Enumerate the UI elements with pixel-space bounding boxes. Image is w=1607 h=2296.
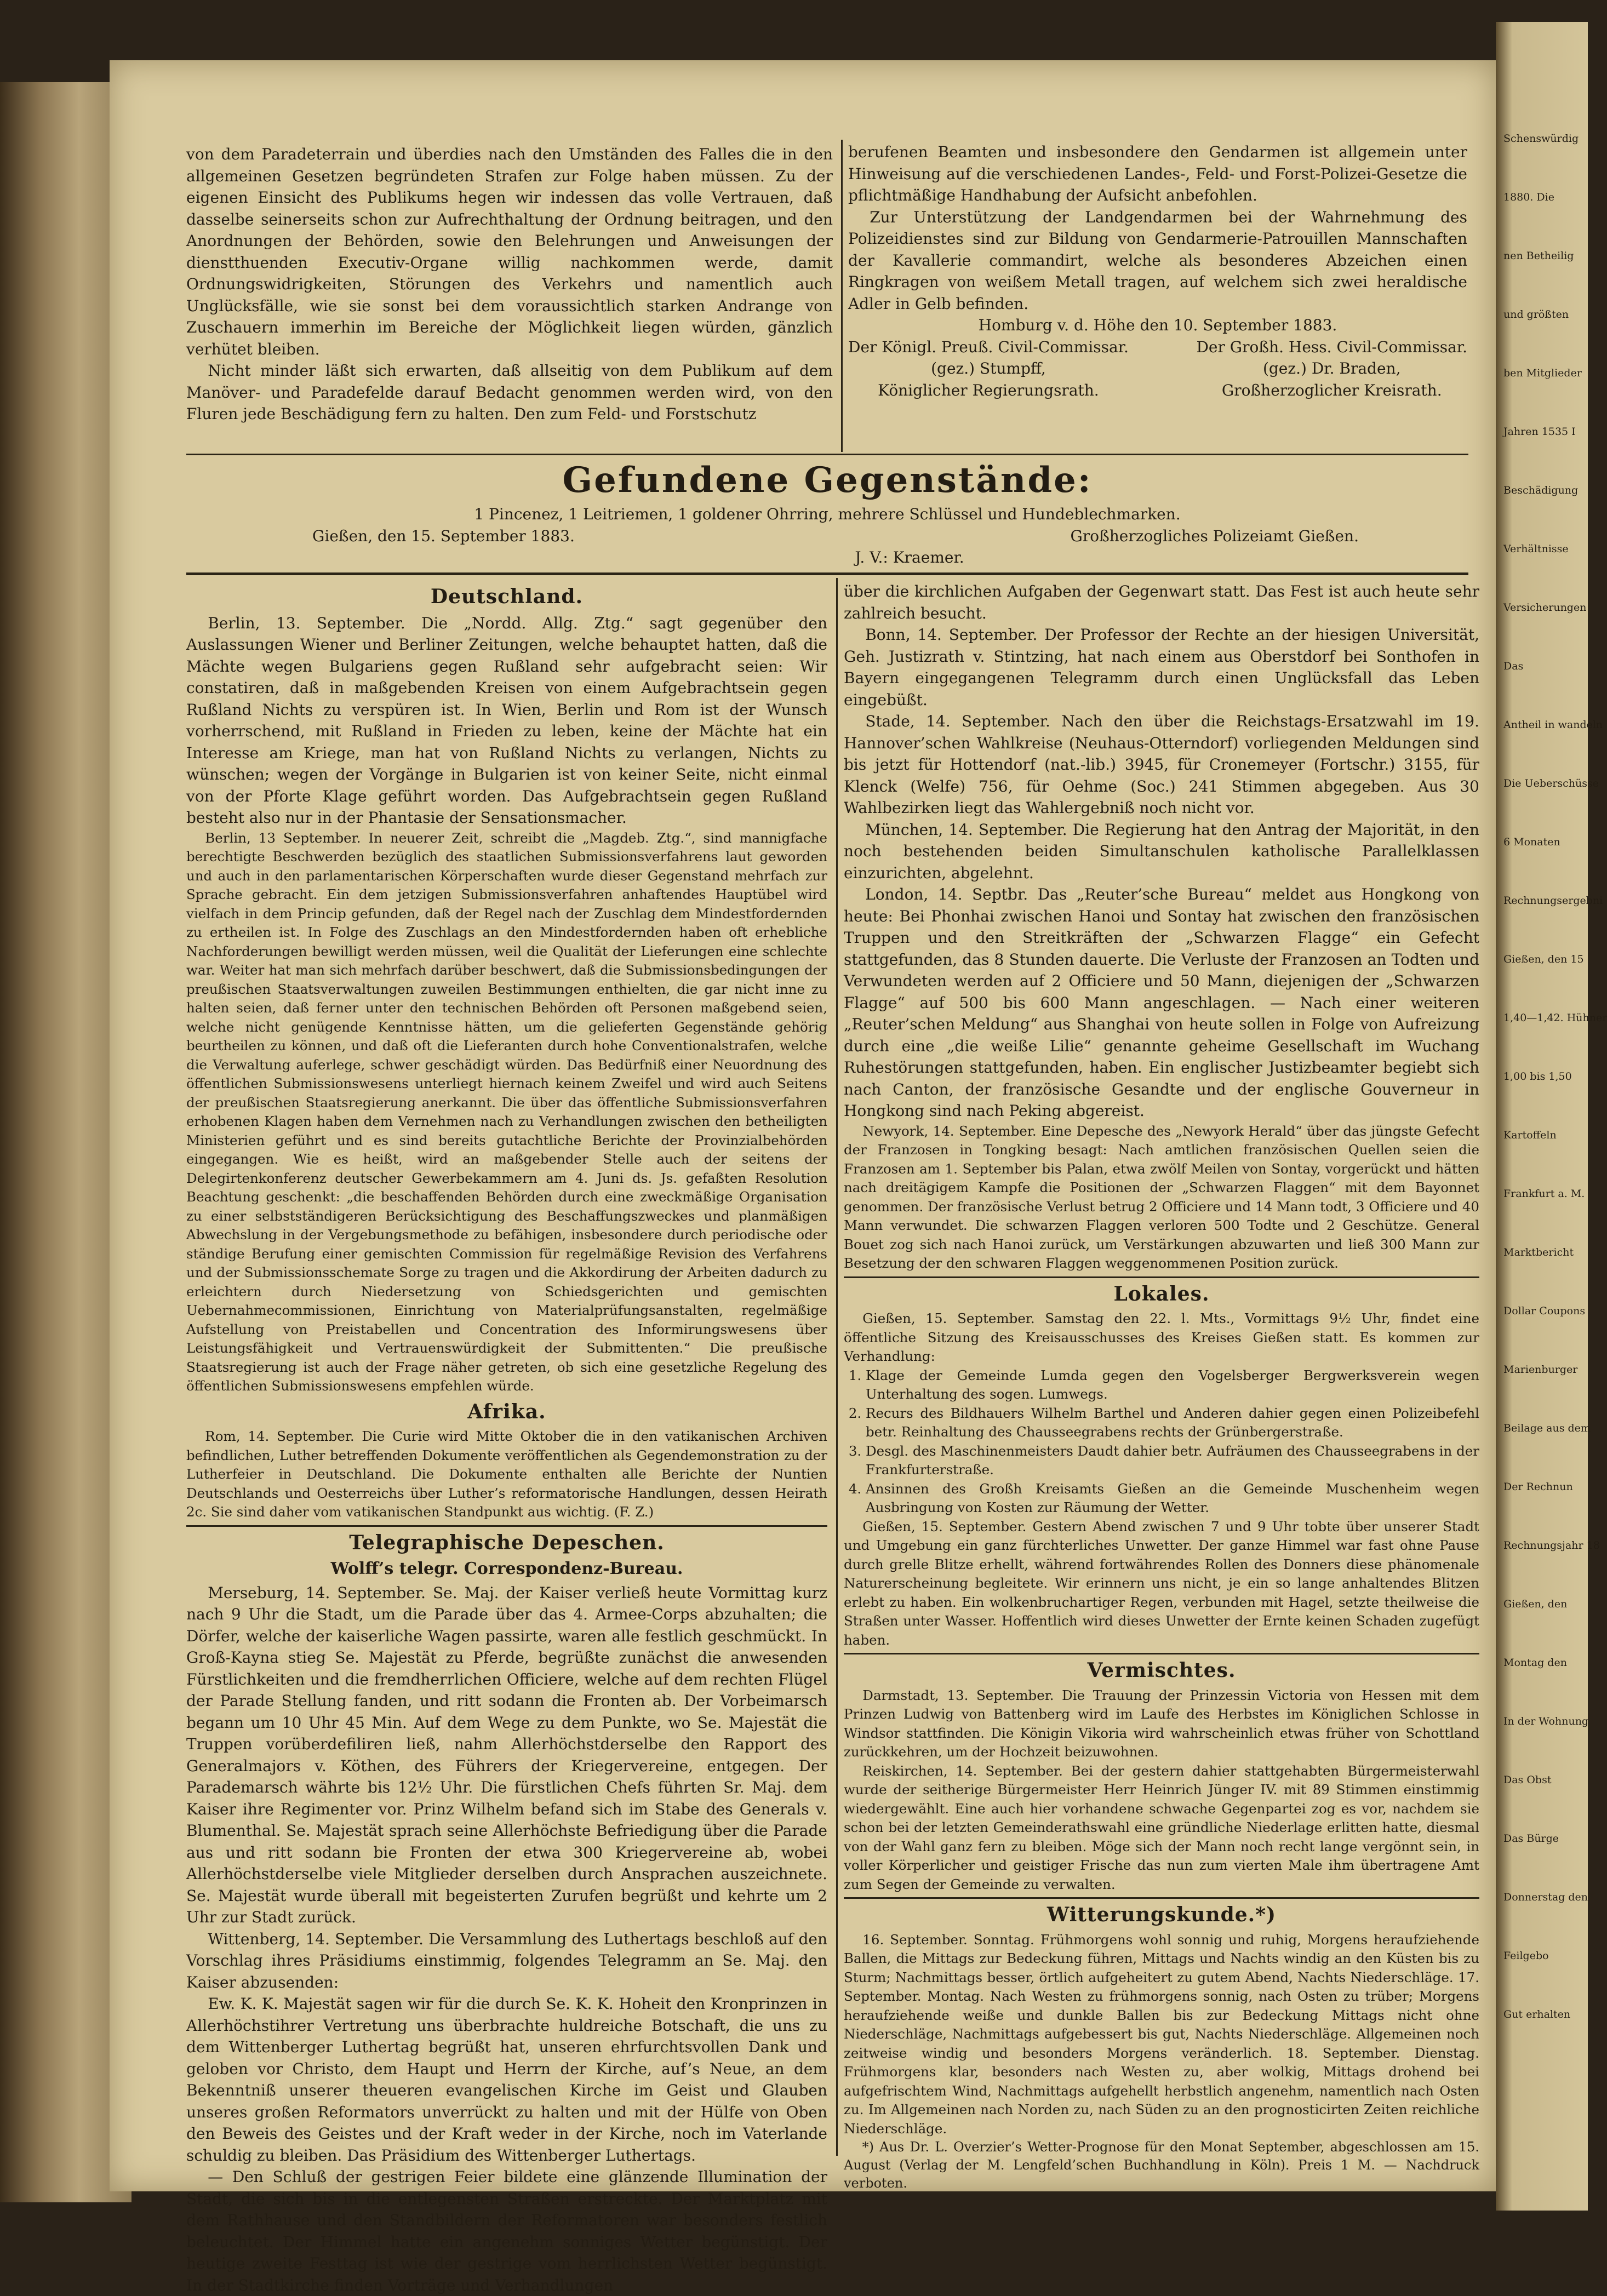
column-divider bbox=[841, 140, 843, 452]
footnote: *) Aus Dr. L. Overzier’s Wetter-Prognose für den Monat September, abgeschlossen am 15. August (Verlag der M. Lengfeld’schen Buchhandlung in Köln). Preis 1 M. — Nachdruck verboten. bbox=[844, 2139, 1479, 2191]
signature-line: Der Großh. Hess. Civil-Commissar. bbox=[1196, 337, 1467, 356]
article-rom: Rom, 14. September. Die Curie wird Mitte Oktober die in den vatikanischen Archiven befindlichen, Luther betreffenden Dokumente veröffentlichen als Gegendemonstration zu der Lutherfeier in Deutschland. Die Dokumente enthalten alle Berichte der Nuntien Deutschlands und Oesterreichs über Luther’s reformatorische Handlungen, dessen Heirath 2c. Sie sind daher vom vatikanischen Standpunkt aus wichtig. (F. Z.) bbox=[186, 1428, 827, 1520]
adjacent-page-fragment: Montag den bbox=[1503, 1657, 1567, 1669]
adjacent-page-fragment: 6 Monaten bbox=[1503, 836, 1560, 848]
article-darmstadt: Darmstadt, 13. September. Die Trauung der Prinzessin Victoria von Hessen mit dem Prinzen Ludwig von Battenberg wird im Laufe des Herbstes im Königlichen Schlosse in Windsor stattfinden. Die Königin Vikoria wird wahrscheinlich etwas früher von Schottland zurückkehren, um der Hochzeit beizuwohnen. bbox=[844, 1687, 1479, 1760]
adjacent-page-fragment: Dollar Coupons bbox=[1503, 1305, 1586, 1317]
adjacent-page-fragment: Beschädigung bbox=[1503, 484, 1579, 496]
column-divider bbox=[836, 578, 838, 2156]
found-items-title: Gefundene Gegenstände: bbox=[562, 460, 1093, 501]
weather-forecast: 16. September. Sonntag. Frühmorgens wohl sonnig und ruhig, Morgens heraufziehende Ballen, die Mittags zur Bedeckung führen, Mittags und Nachts windig an den Küsten bis zu Sturm; Nachmittags besser, örtlich aufgeheitert zu gutem Abend, Nachts Niederschläge. 17. September. Montag. Nach Westen zu frühmorgens sonnig, nach Osten zu trüber; Morgens heraufziehende weiße und dunkle Ballen bis zur Bedeckung Mittags nicht ohne Niederschläge, Nachmittags aufgebessert bis gut, Nachts Niederschläge. Allgemeinen noch zeitweise windig und besonders Morgens veränderlich. 18. September. Dienstag. Frühmorgens klar, besonders nach Westen zu, aber wolkig, Mittags drohend bei aufgefrischtem Wind, Nachmittags aufgehellt herbstlich angenehm, namentlich nach Osten zu. Im Allgemeinen nach Norden zu, nach Süden zu an den prognosticirten Zeiten reichliche Niederschläge. bbox=[844, 1931, 1479, 2137]
place-date: Homburg v. d. Höhe den 10. September 1883. bbox=[978, 316, 1337, 334]
adjacent-page-fragment: Das bbox=[1503, 660, 1524, 672]
rule bbox=[186, 572, 1468, 575]
paragraph: berufenen Beamten und insbesondere den Gendarmen ist allgemein unter Hinweisung auf die verschiedenen Landes-, Feld- und Forst-Polizei-Gesetze die pflichtmäßige Handhabung der Aufsicht anbefohlen. bbox=[848, 143, 1467, 204]
signature-line: Königlicher Regierungsrath. bbox=[878, 381, 1099, 399]
signature-line: (gez.) Stumpff, bbox=[931, 359, 1046, 377]
adjacent-page-fragment: Verhältnisse bbox=[1503, 543, 1569, 555]
list-item: 2. Recurs des Bildhauers Wilhelm Barthel und Anderen dahier gegen einen Polizeibefehl betr. Reinhaltung des Chausseegrabens rechts der Grünbergerstraße. bbox=[866, 1404, 1479, 1442]
top-left-column bbox=[186, 144, 833, 425]
adjacent-page-fragment: Antheil in wandeln bbox=[1503, 719, 1603, 731]
lower-right-column bbox=[844, 581, 1479, 2192]
adjacent-page-fragment: Das Bürge bbox=[1503, 1833, 1559, 1845]
adjacent-page-fragment: und größten bbox=[1503, 308, 1569, 320]
telegram-text: Ew. K. K. Majestät sagen wir für die durch Se. K. K. Hoheit den Kronprinzen in Allerhöchstihrer Vertretung uns überbrachte huldreiche Botschaft, die uns zu dem Wittenberger Luthertag begrüßt hat, unseren ehrfurchtsvollen Dank und geloben vor Christo, dem Haupt und Herrn der Kirche, auf’s Neue, an dem Bekenntniß unserer theueren evangelischen Kirche im Geist und Glauben unseres großen Reformators unverrückt zu halten und mit der Hülfe von Oben den Beweis des Geistes und der Kraft weder in der Kirche, noch im Vaterlande schuldig zu bleiben. Das Präsidium des Wittenberger Luthertags. bbox=[186, 1995, 827, 2165]
adjacent-page-fragment: Frankfurt a. M. bbox=[1503, 1188, 1585, 1200]
paragraph: von dem Paradeterrain und überdies nach den Umständen des Falles die in den allgemeinen Gesetzen begründeten Strafen zur Folge haben müssen. Zu der eigenen Einsicht des Publikums hegen wir indessen das volle Vertrauen, daß dasselbe seinerseits schon zur Aufrechthaltung der Ordnung beitragen, und den Anordnungen der Behörden, sowie den Belehrungen und Anweisungen der dienstthuenden Executiv-Organe willig nachkommen werde, damit Ordnungswidrigkeiten, Störungen des Verkehrs und namentlich auch Unglücksfälle, wie sie sonst bei dem voraussichtlich starken Andrange von Zuschauern immerhin im Bereiche der Möglichkeit liegen würden, gänzlich verhütet bleiben. bbox=[186, 145, 833, 358]
adjacent-page-fragment: Gießen, den 15 bbox=[1503, 953, 1584, 965]
section-heading-deutschland: Deutschland. bbox=[430, 585, 584, 608]
adjacent-page-fragment: nen Betheilig bbox=[1503, 250, 1574, 262]
adjacent-page-fragment: Gießen, den bbox=[1503, 1598, 1568, 1610]
section-heading-lokales: Lokales. bbox=[1113, 1282, 1210, 1306]
adjacent-page-fragment: Kartoffeln bbox=[1503, 1129, 1557, 1141]
notice-date: Gießen, den 15. September 1883. bbox=[312, 526, 575, 545]
adjacent-page-fragment: Beilage aus dem bbox=[1503, 1422, 1591, 1434]
article-newyork: Newyork, 14. September. Eine Depesche des „Newyork Herald“ über das jüngste Gefecht der Franzosen in Tongking besagt: Nach amtlichen französischen Quellen seien die Franzosen am 1. September bis Palan, etwa zwölf Meilen von Sontay, vorgerückt und hätten nach dreitägigem Kampfe die Positionen der „Schwarzen Flaggen“ mit dem Bayonnet genommen. Der französische Verlust betrug 2 Officiere und 14 Mann todt, 3 Officiere und 40 Mann verwundet. Die schwarzen Flaggen verloren 500 Todte und 2 Geschütze. General Bouet zog sich nach Hanoi zurück, um Verstärkungen abzuwarten und ließ 300 Mann zur Besetzung der den schwaren Flaggen weggenommenen Position zurück. bbox=[844, 1123, 1479, 1271]
adjacent-page-fragment: Gut erhalten bbox=[1503, 2008, 1571, 2020]
adjacent-page-fragment: Rechnungsjahr 18 bbox=[1503, 1539, 1600, 1551]
adjacent-page-fragment: Rechnungsergebni bbox=[1503, 895, 1603, 907]
article-wittenberg: Wittenberg, 14. September. Die Versammlung des Luthertags beschloß auf den Vorschlag ihres Präsidiums einstimmig, folgendes Telegramm an Se. Maj. den Kaiser abzusenden: bbox=[186, 1929, 827, 1991]
article-stade: Stade, 14. September. Nach den über die Reichstags-Ersatzwahl im 19. Hannover’schen Wahlkreise (Neuhaus-Otterndorf) vorliegenden Meldungen sind bis jetzt für Hottendorf (nat.-lib.) 3945, für Cronemeyer (Fortschr.) 3155, für Klenck (Welfe) 756, für Oehme (Soc.) 241 Stimmen abgegeben. Aus 30 Wahlbezirken liegt das Wahlergebniß noch nicht vor. bbox=[844, 712, 1479, 817]
paragraph: Nicht minder läßt sich erwarten, daß allseitig von dem Publikum auf dem Manöver- und Paradefelde darauf Bedacht genommen werden wird, von den Fluren jede Beschädigung fern zu halten. Den zum Feld- und Forstschutz bbox=[186, 362, 833, 423]
section-heading-afrika: Afrika. bbox=[467, 1400, 546, 1423]
adjacent-page-fragment: Jahren 1535 I bbox=[1503, 426, 1576, 438]
adjacent-page-fragment: Donnerstag den bbox=[1503, 1891, 1588, 1903]
article-bonn: Bonn, 14. September. Der Professor der Rechte an der hiesigen Universität, Geh. Justizrath v. Stintzing, hat nach einem aus Oberstdorf bei Sonthofen in Bayern eingegangenen Telegramm durch einen Unglücksfall das Leben eingebüßt. bbox=[844, 626, 1479, 709]
adjacent-page-fragment: Versicherungen bbox=[1503, 602, 1587, 614]
adjacent-page-fragment: Das Obst bbox=[1503, 1774, 1552, 1786]
signatures bbox=[848, 336, 1467, 402]
adjacent-page-fragment: 1880. Die bbox=[1503, 191, 1554, 203]
adjacent-page-fragment: 1,40—1,42. Hühner bbox=[1503, 1012, 1607, 1024]
notice-office: Großherzogliches Polizeiamt Gießen. bbox=[1070, 526, 1359, 545]
article-london: London, 14. Septbr. Das „Reuter’sche Bureau“ meldet aus Hongkong von heute: Bei Phonhai zwischen Hanoi und Sontay hat zwischen den französischen Truppen und den Streitkräften der „Schwarzen Flagge“ ein Gefecht stattgefunden, das 8 Stunden dauerte. Die Verluste der Franzosen an Todten und Verwundeten werden auf 2 Officiere und 50 Mann, diejenigen der „Schwarzen Flagge“ auf 500 bis 600 Mann angeschlagen. — Nach einer weiteren „Reuter’schen Meldung“ aus Shanghai von heute sollen in Folge von Aufreizung durch eine „die weiße Lilie“ genannte geheime Gesellschaft im Wuchang Ruhestörungen stattgefunden, haben. Ein englischer Justizbeamter begiebt sich nach Canton, der französische Gesandte und der englische Gouverneur in Hongkong sind nach Peking abgereist. bbox=[844, 885, 1479, 1120]
found-items-notice bbox=[186, 457, 1468, 569]
adjacent-page-fragment: ben Mitglieder bbox=[1503, 367, 1582, 379]
found-items-list: 1 Pincenez, 1 Leitriemen, 1 goldener Ohrring, mehrere Schlüssel und Hundeblechmarken. bbox=[474, 505, 1181, 523]
article-berlin-1: Berlin, 13. September. Die „Nordd. Allg. Ztg.“ sagt gegenüber den Auslassungen Wiener und Berliner Zeitungen, welche behauptet hatten, daß die Mächte wegen Bulgariens gegen Rußland sehr aufgebracht seien: Wir constatiren, daß in maßgebenden Kreisen von einem Aufgebrachtsein gegen Rußland Nichts zu verspüren ist. In Wien, Berlin und Rom ist der Wunsch vorherrschend, mit Rußland in Frieden zu leben, keine der Mächte hat ein Interesse am Kriege, man hat von Rußland Nichts zu verlangen, Nichts zu wünschen; wegen der Vorgänge in Bulgarien ist von keiner Seite, nicht einmal von der Pforte Klage geführt worden. Das Aufgebrachtsein gegen Rußland besteht also nur in der Phantasie der Sensationsmacher. bbox=[186, 614, 827, 827]
rule bbox=[186, 454, 1468, 455]
lower-left-column bbox=[186, 581, 827, 2296]
newspaper-page bbox=[110, 60, 1496, 2294]
agenda-list bbox=[844, 1366, 1479, 1518]
signature-line: Großherzoglicher Kreisrath. bbox=[1221, 381, 1442, 399]
list-item: 3. Desgl. des Maschinenmeisters Daudt dahier betr. Aufräumen des Chausseegrabens in der Frankfurterstraße. bbox=[866, 1442, 1479, 1480]
subheading-wolff: Wolff’s telegr. Correspondenz-Bureau. bbox=[330, 1559, 683, 1578]
list-item: 1. Klage der Gemeinde Lumda gegen den Vogelsberger Bergwerksverein wegen Unterhaltung des sogen. Lumwegs. bbox=[866, 1366, 1479, 1404]
signature-line: Der Königl. Preuß. Civil-Commissar. bbox=[848, 337, 1129, 356]
paragraph: Zur Unterstützung der Landgendarmen bei der Wahrnehmung des Polizeidienstes sind zur Bildung von Gendarmerie-Patrouillen Mannschaften der Kavallerie commandirt, welche als besonderes Abzeichen einen Ringkragen von weißem Metall tragen, auf welchem sich zwei heraldische Adler in Gelb befinden. bbox=[848, 208, 1467, 313]
section-heading-witterungskunde: Witterungskunde.*) bbox=[1046, 1903, 1277, 1926]
adjacent-page-fragment: 1,00 bis 1,50 bbox=[1503, 1070, 1572, 1083]
article-merseburg: Merseburg, 14. September. Se. Maj. der Kaiser verließ heute Vormittag kurz nach 9 Uhr die Stadt, um die Parade über das 4. Armee-Corps abzuhalten; die Dörfer, welche der kaiserliche Wagen passirte, waren alle festlich geschmückt. In Groß-Kayna stieg Se. Majestät zu Pferde, begrüßte zunächst die anwesenden Fürstlichkeiten und die fremdherrlichen Officiere, welche auf dem rechten Flügel der Parade Stellung fanden, und ritt sodann die Fronten ab. Der Vorbeimarsch begann um 10 Uhr 45 Min. Auf dem Wege zu dem Punkte, wo Se. Majestät die Truppen vorüberdefiliren ließ, nahm Allerhöchstderselbe den Rapport des Generalmajors v. Köthen, des Führers der Kriegervereine, entgegen. Der Parademarsch währte bis 12½ Uhr. Die fürstlichen Chefs führten Sr. Maj. dem Kaiser ihre Regimenter vor. Prinz Wilhelm befand sich im Stabe des Generals v. Blumenthal. Se. Majestät sprach seine Allerhöchste Befriedigung über die Parade aus und ritt sodann bie Fronten der etwa 300 Kriegervereine ab, wobei Allerhöchstderselbe viele Mitglieder derselben durch Ansprachen auszeichnete. Se. Majestät wurde überall mit begeisterten Zurufen begrüßt und kehrte um 2 Uhr zur Stadt zurück. bbox=[186, 1583, 827, 1926]
adjacent-page-fragment: Marktbericht bbox=[1503, 1246, 1574, 1258]
article-muenchen: München, 14. September. Die Regierung hat den Antrag der Majorität, in den noch bestehenden beiden Simultanschulen katholische Parallelklassen einzurichten, abgelehnt. bbox=[844, 820, 1479, 882]
list-item: 4. Ansinnen des Großh Kreisamts Gießen an die Gemeinde Muschenheim wegen Ausbringung von Kosten zur Räumung der Wetter. bbox=[866, 1480, 1479, 1518]
adjacent-page-fragment: In der Wohnung bbox=[1503, 1715, 1589, 1727]
top-right-column bbox=[848, 141, 1467, 401]
adjacent-page-fragment: Schenswürdig bbox=[1503, 133, 1579, 145]
adjacent-page-fragment: Der Rechnun bbox=[1503, 1481, 1573, 1493]
adjacent-page-strip bbox=[1496, 22, 1607, 2211]
article-reiskirchen: Reiskirchen, 14. September. Bei der gestern dahier stattgehabten Bürgermeisterwahl wurde der seitherige Bürgermeister Herr Heinrich Jünger IV. mit 89 Stimmen einstimmig wiedergewählt. Eine auch hier vorhandene schwache Gegenpartei zog es vor, nachdem sie schon bei der letzten Gemeinderathswahl eine gründliche Niederlage erlitten hatte, diesmal von der Wahl ganz fern zu bleiben. Möge sich der Mann noch recht lange vergönnt sein, in voller Körperlicher und geistiger Frische das nun zum vierten Male ihm übertragene Amt zum Segen der Gemeinde zu verwalten. bbox=[844, 1762, 1479, 1892]
notice-signed: J. V.: Kraemer. bbox=[855, 548, 964, 566]
adjacent-page-fragment: Die Ueberschüsse bbox=[1503, 777, 1599, 789]
article-berlin-2: Berlin, 13 September. In neuerer Zeit, schreibt die „Magdeb. Ztg.“, sind mannigfache berechtigte Beschwerden bezüglich des staatlichen Submissionsverfahrens laut geworden und auch in den parlamentarischen Körperschaften wurde dieser Gegenstand mehrfach zur Sprache gebracht. Ein dem jetzigen Submissionsverfahren anhaftendes Hauptübel wird vielfach in dem Princip gefunden, daß der Regel nach der Zuschlag dem Mindestfordernden zu ertheilen ist. In Folge des Zuschlags an den Mindestfordernden haben oft erhebliche Nachforderungen bewilligt werden müssen, weil die Qualität der Lieferungen eine schlechte war. Weiter hat man sich mehrfach darüber beschwert, daß die Submissionsbedingungen der preußischen Staatsverwaltungen zuweilen Bestimmungen enthielten, die gar nicht inne zu halten seien, daß ferner unter den technischen Behörden oft Personen maßgebend seien, welche nicht genügende Kenntnisse hätten, um die gelieferten Gegenstände gehörig beurtheilen zu können, und daß oft die Lieferanten durch hohe Conventionalstrafen, welche die Verwaltung auferlege, schwer geschädigt würden. Das Bedürfniß einer Neuordnung des öffentlichen Submissionswesens unterliegt hiernach keinem Zweifel und wird auch Seitens der preußischen Staatsregierung anerkannt. Die über das öffentliche Submissionsverfahren erhobenen Klagen haben dem Vernehmen nach zu Verhandlungen zwischen den betheiligten Ministerien geführt und es sind bereits gutachtliche Berichte der Provinzialbehörden eingegangen. Wie es heißt, wird an maßgebender Stelle auch der seitens der Delegirtenkonferenz deutscher Gewerbekammern am 4. Juni ds. Js. gefaßten Resolution Beachtung geschenkt: „die beschaffenden Behörden durch eine zweckmäßige Organisation zu einer selbstständigeren Berücksichtigung des Beschaffungszweckes und planmäßigen Abwechslung in der Vergebungsmethode zu befähigen, insbesondere durch periodische oder ständige Berufung einer gemischten Commission für regelmäßige Revision des Verfahrens und der Submissionsschemate Sorge zu tragen und die Akkordirung der Arbeiten dadurch zu erleichtern durch Niedersetzung von Schiedsgerichten und gemischten Uebernahmecommissionen, Einrichtung von Materialprüfungsanstalten, regelmäßige Aufstellung von Preistabellen und Concentration des Informirungswesens über Leistungsfähigkeit und Vertrauenswürdigkeit der Submittenten.“ Die preußische Staatsregierung ist auch der Frage näher getreten, ob sich eine gesetzliche Regelung des öffentlichen Submissionswesens empfehlen würde. bbox=[186, 829, 827, 1394]
adjacent-page-fragment: Marienburger bbox=[1503, 1364, 1578, 1376]
article-giessen-2: Gießen, 15. September. Gestern Abend zwischen 7 und 9 Uhr tobte über unserer Stadt und Umgebung ein ganz fürchterliches Unwetter. Der ganze Himmel war fast ohne Pause durch grelle Blitze erhellt, während fortwährendes Rollen des Donners diese phänomenale Naturerscheinung begleitete. Wir erinnern uns nicht, je ein so lange anhaltendes Blitzen erlebt zu haben. Ein wolkenbruchartiger Regen, verbunden mit Hagel, setzte theilweise die Straßen unter Wasser. Hoffentlich wird dieses Unwetter der Ernte keinen Schaden zugefügt haben. bbox=[844, 1518, 1479, 1648]
article-continuation: über die kirchlichen Aufgaben der Gegenwart statt. Das Fest ist auch heute sehr zahlreich besucht. bbox=[844, 582, 1479, 622]
signature-line: (gez.) Dr. Braden, bbox=[1262, 359, 1401, 377]
section-heading-vermischtes: Vermischtes. bbox=[1087, 1659, 1236, 1682]
article-wittenberg-illumination: — Den Schluß der gestrigen Feier bildete eine glänzende Illumination der Stadt, die sich bis in die entlegensten Straßen erstreckte. Der Marktplatz mit dem Rathhause und den Standbildern der Reformatoren war besonders festlich beleuchtet. Der Himmel hatte ein angenehm sonniges Wetter begünstigt. Der heutige zweite Festtag ist wie der gestrige vom herrlichsten Wetter begünstigt. In der Stadtkirche finden Vorträge und Verhandlungen bbox=[186, 2168, 827, 2294]
section-heading-telegraphische-depeschen: Telegraphische Depeschen. bbox=[349, 1531, 665, 1554]
article-giessen-1: Gießen, 15. September. Samstag den 22. l. Mts., Vormittags 9½ Uhr, findet eine öffentliche Sitzung des Kreisausschusses des Kreises Gießen statt. Es kommen zur Verhandlung: bbox=[844, 1310, 1479, 1364]
adjacent-page-fragment: Feilgebo bbox=[1503, 1950, 1549, 1962]
